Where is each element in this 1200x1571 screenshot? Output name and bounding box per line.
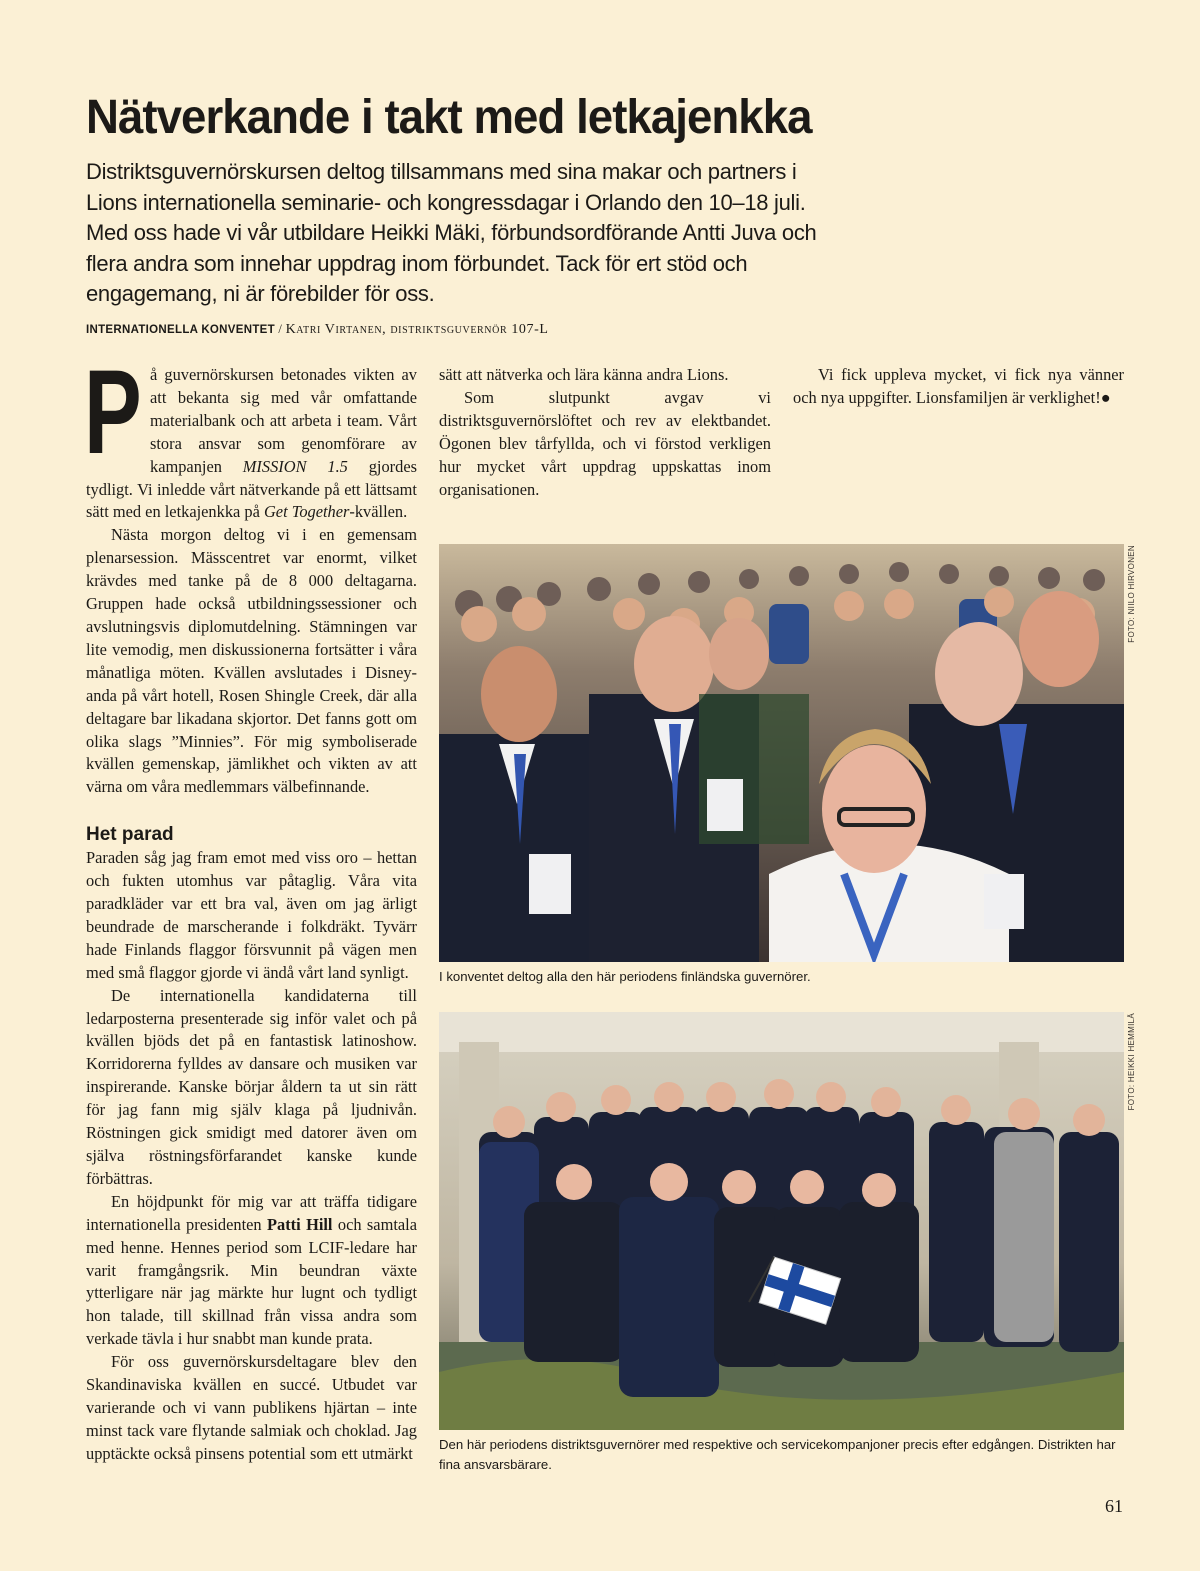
paragraph-1-text-2: gjordes tydligt. Vi inledde vårt nätverkande på ett lättsamt sätt med en letkajenkka på bbox=[86, 456, 417, 522]
author-label: Katri Virtanen, distriktsguvernör 107-L bbox=[285, 322, 549, 337]
paragraph-7: Som slutpunkt avgav vi distriktsguvernörslöftet och rev av elektbandet. Ögonen blev tårfyllda, och vi förstod verkligen hur mycket vårt uppdrag uppskattas inom organisationen. bbox=[439, 387, 771, 499]
paragraph-3: Paraden såg jag fram emot med viss oro – hettan och fukten utomhus var påtaglig. Våra vita paradkläder var ett bra val, även om jag ärligt beundrade de marscherande i folkdräkt. Tyvärr hade Finlands flaggor försvunnit på vägen men med små flaggor gjorde vi ändå vårt land synligt. bbox=[86, 848, 417, 982]
drop-cap: P bbox=[84, 345, 142, 479]
paragraph-1-text-3: -kvällen. bbox=[349, 502, 408, 522]
paragraph-5-text-2: och samtala med henne. Hennes period som LCIF-ledare har varit framgångsrik. Min beundran växte ytterligare när jag märkte hur lugnt och tydligt hon talade, till skillnad från vissa andra som verkade tävla i hur snabbt man kunde prata. bbox=[86, 1214, 417, 1349]
article-lead: Distriktsguvernörskursen deltog tillsammans med sina makar och partners i Lions internationella seminarie- och kongressdagar i Orlando den 10–18 juli. Med oss hade vi vår utbildare Heikki Mäki, förbundsordförande Antti Juva och flera andra som innehar uppdrag inom förbundet. Tack för ert stöd och engagemang, ni är förebilder för oss. bbox=[86, 159, 817, 306]
paragraph-6: För oss guvernörskursdeltagare blev den Skandinaviska kvällen en succé. Utbudet var varierande och vi vann publikens hjärtan – inte minst tack vare flytande salmiak och choklad. Jag upptäckte också pinsens potential som ett utmärkt bbox=[86, 1352, 417, 1463]
body-column-1 bbox=[84, 345, 417, 1466]
byline bbox=[86, 322, 549, 338]
subheading: Het parad bbox=[86, 824, 174, 846]
paragraph-1-text: å guvernörskursen betonades vikten av att bekanta sig med vår omfattande materialbank och att arbeta i team. Vårt stora ansvar som genomförare av kampanjen bbox=[150, 365, 417, 476]
paragraph-6-continued: sätt att nätverka och lära känna andra Lions. bbox=[439, 365, 729, 384]
paragraph-8 bbox=[793, 364, 1124, 410]
paragraph-5-text: En höjdpunkt för mig var att träffa tidigare internationella presidenten bbox=[86, 1191, 417, 1234]
photo-governors-group bbox=[439, 1012, 1124, 1430]
paragraph-2: Nästa morgon deltog vi i en gemensam plenarsession. Mässcentret var enormt, vilket krävdes med tanke på de 8 000 deltagarna. Gruppen hade också utbildningssessioner och avslutningsvis diplomutdelning. Stämningen var lite vemodig, men diskussionerna fortsätter i våra månatliga möten. Kvällen avslutades i Disney-anda på vårt hotell, Rosen Shingle Creek, där alla deltagare bar likadana skjortor. Det fanns gott om olika slags ”Minnies”. För mig symboliserade kvällen gemenskap, jämlikhet och vikten av att värna om våra medlemmars välbefinnande. bbox=[86, 525, 417, 797]
section-label: INTERNATIONELLA KONVENTET bbox=[86, 324, 275, 336]
body-column-2 bbox=[439, 364, 771, 524]
patti-hill-name: Patti Hill bbox=[267, 1214, 333, 1234]
end-mark-icon: ● bbox=[1100, 387, 1111, 407]
paragraph-4: De internationella kandidaterna till ledarposterna presenterade sig inför valet och på kvällen bjöds det på en fantastisk latinoshow. Korridorerna fylldes av dansare och musiken var inspirerande. Kanske börjar åldern ta ut sin rätt för jag fann mig själv klaga på ljudnivån. Röstningen gick smidigt med datorer även om själva röstningsförfarandet kanske kunde förbättras. bbox=[86, 985, 417, 1188]
paragraph-1 bbox=[84, 345, 417, 524]
photo-convention-audience bbox=[439, 544, 1124, 962]
photo-1-caption: I konventet deltog alla den här periodens finländska guvernörer. bbox=[439, 969, 811, 984]
article-headline: Nätverkande i takt med letkajenkka bbox=[86, 91, 812, 144]
page-number: 61 bbox=[1105, 1496, 1123, 1516]
photo-2-caption: Den här periodens distriktsguvernörer med respektive och servicekompanjoner precis efter edgången. Distrikten har fina ansvarsbärare. bbox=[439, 1437, 1116, 1472]
paragraph-5 bbox=[86, 1191, 417, 1351]
photo-1-credit: FOTO: NIILO HIRVONEN bbox=[1127, 545, 1136, 643]
body-column-3 bbox=[793, 364, 1124, 410]
mission-emphasis: MISSION 1.5 bbox=[242, 456, 348, 476]
byline-separator: / bbox=[274, 322, 286, 336]
get-together-emphasis: Get Together bbox=[263, 502, 350, 522]
photo-2-credit: FOTO: HEIKKI HEMMILÄ bbox=[1127, 1013, 1136, 1111]
paragraph-8-text: Vi fick uppleva mycket, vi fick nya vänner och nya uppgifter. Lionsfamiljen är verklighet! bbox=[793, 365, 1124, 407]
